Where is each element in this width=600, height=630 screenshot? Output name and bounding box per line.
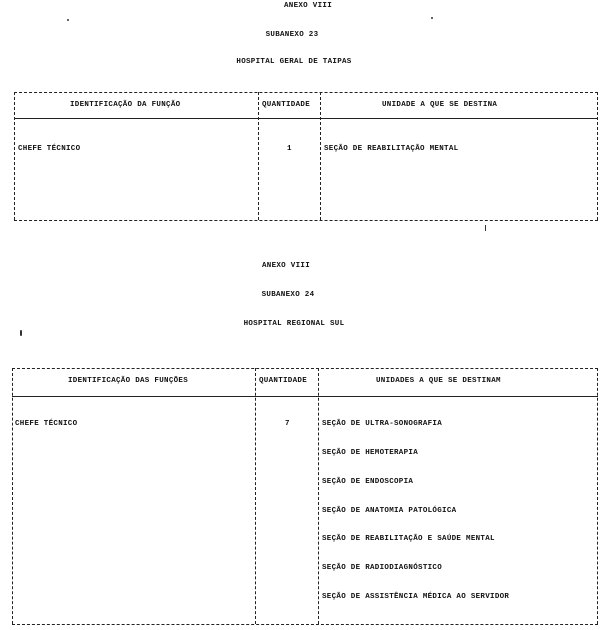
scan-speck (485, 225, 486, 231)
row-unidade: SEÇÃO DE ANATOMIA PATOLÓGICA (322, 507, 457, 515)
anexo-title-1: ANEXO VIII (283, 2, 332, 10)
row-unidade: SEÇÃO DE RADIODIAGNÓSTICO (322, 564, 443, 572)
row-unidade: SEÇÃO DE ASSISTÊNCIA MÉDICA AO SERVIDOR (322, 593, 510, 601)
table-right-rule (597, 368, 598, 624)
row-unidade: SEÇÃO DE REABILITAÇÃO MENTAL (324, 145, 459, 153)
header-identificacao: IDENTIFICAÇÃO DAS FUNÇÕES (68, 377, 189, 385)
table-top-rule (14, 92, 598, 93)
row-funcao: CHEFE TÉCNICO (18, 145, 81, 153)
table-top-rule (12, 368, 598, 369)
header-unidade: UNIDADE A QUE SE DESTINA (382, 101, 498, 109)
header-quantidade: QUANTIDADE (262, 101, 311, 109)
table-col-divider (255, 368, 256, 624)
header-unidade: UNIDADES A QUE SE DESTINAM (376, 377, 501, 385)
row-funcao: CHEFE TÉCNICO (15, 420, 78, 428)
row-unidade: SEÇÃO DE ULTRA-SONOGRAFIA (322, 420, 443, 428)
table-header-rule (12, 396, 598, 397)
row-quantidade: 7 (285, 420, 290, 428)
table-col-divider (318, 368, 319, 624)
subanexo-title-2: SUBANEXO 24 (261, 291, 315, 299)
header-identificacao: IDENTIFICAÇÃO DA FUNÇÃO (70, 101, 181, 109)
row-unidade: SEÇÃO DE ENDOSCOPIA (322, 478, 414, 486)
hospital-title-1: HOSPITAL GERAL DE TAIPAS (236, 58, 352, 66)
table-bottom-rule (12, 624, 598, 625)
table-header-rule (14, 118, 598, 119)
row-quantidade: 1 (287, 145, 292, 153)
row-unidade: SEÇÃO DE HEMOTERAPIA (322, 449, 419, 457)
scan-speck (20, 330, 22, 336)
table-left-rule (14, 92, 15, 220)
subanexo-title-1: SUBANEXO 23 (265, 31, 319, 39)
anexo-title-2: ANEXO VIII (261, 262, 310, 270)
table-col-divider (320, 92, 321, 220)
row-unidade: SEÇÃO DE REABILITAÇÃO E SAÚDE MENTAL (322, 535, 495, 543)
scan-speck (431, 17, 433, 19)
table-right-rule (597, 92, 598, 220)
table-left-rule (12, 368, 13, 624)
scan-speck (67, 19, 69, 21)
table-col-divider (258, 92, 259, 220)
hospital-title-2: HOSPITAL REGIONAL SUL (243, 320, 345, 328)
table-bottom-rule (14, 220, 598, 221)
header-quantidade: QUANTIDADE (259, 377, 308, 385)
